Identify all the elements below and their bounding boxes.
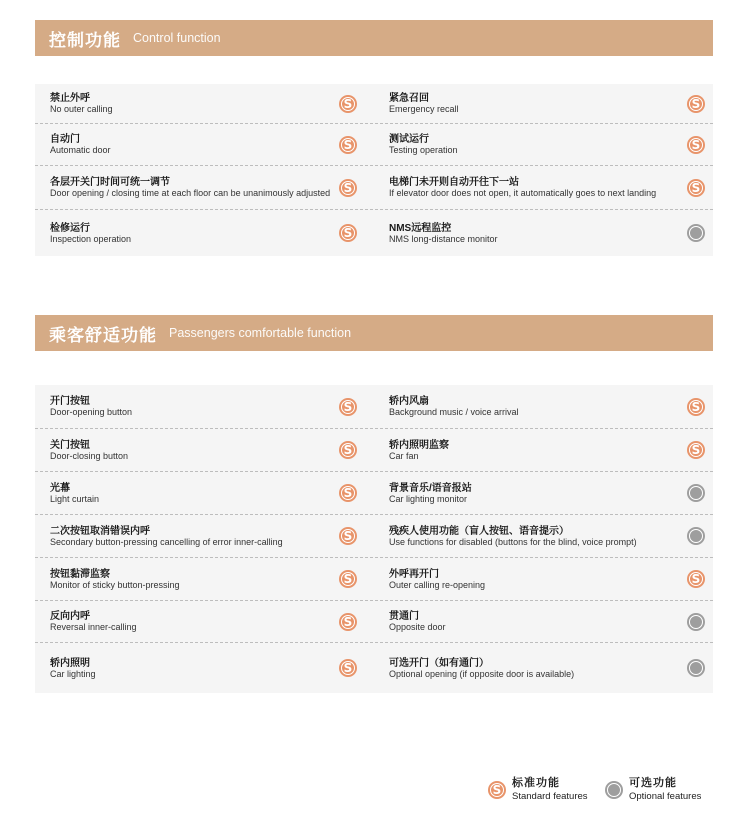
feature-item [374,124,713,165]
standard-s-icon: S [339,224,357,242]
comfort-section-header [35,315,713,351]
feature-name-zh: 光幕 [50,482,70,494]
legend-standard-zh: 标准功能 [512,777,560,789]
feature-row [35,385,713,429]
feature-name-en: Optional opening (if opposite door is available) [389,668,575,679]
optional-circle-icon [605,781,623,799]
feature-name-en: If elevator door does not open, it automatically goes to next landing [389,188,657,198]
feature-item [35,385,374,428]
feature-item [374,472,713,514]
feature-name-en: Car lighting [50,668,96,679]
control-title-zh: 控制功能 [49,30,121,50]
standard-s-icon: S [687,398,705,416]
feature-name-zh: 关门按钮 [50,439,90,451]
control-section-header [35,20,713,56]
feature-name-en: NMS long-distance monitor [389,233,498,244]
feature-item [374,515,713,557]
optional-circle-icon [687,224,705,242]
feature-item [35,643,374,693]
standard-s-icon: S [339,484,357,502]
feature-item [374,558,713,600]
feature-name-en: Monitor of sticky button-pressing [50,579,180,590]
standard-s-icon: S [687,179,705,197]
comfort-feature-table [35,385,713,693]
control-feature-table [35,84,713,256]
feature-name-en: Car fan [389,450,419,461]
legend-optional-en: Optional features [629,791,702,802]
feature-row [35,472,713,515]
standard-s-icon: S [488,781,506,799]
feature-name-zh: NMS远程监控 [389,222,452,234]
standard-s-icon: S [339,398,357,416]
feature-name-en: Light curtain [50,493,100,504]
feature-row [35,124,713,166]
feature-item [35,124,374,165]
feature-name-en: Testing operation [389,145,458,155]
feature-item [374,429,713,471]
feature-name-zh: 自动门 [50,134,80,145]
feature-name-en: Car lighting monitor [389,493,468,504]
feature-name-en: Outer calling re-opening [389,579,486,590]
feature-name-zh: 残疾人使用功能（盲人按钮、语音提示） [389,525,569,537]
standard-s-icon: S [339,441,357,459]
standard-s-icon: S [339,95,357,113]
standard-s-icon: S [339,527,357,545]
feature-item [374,84,713,123]
feature-name-zh: 轿内照明 [50,657,90,669]
standard-s-icon: S [339,136,357,154]
feature-row [35,166,713,210]
feature-row [35,558,713,601]
optional-circle-icon [687,613,705,631]
feature-name-en: Door opening / closing time at each floor can be unanimously adjusted [50,188,331,198]
feature-item [35,515,374,557]
standard-s-icon: S [687,136,705,154]
feature-name-en: Background music / voice arrival [389,407,519,417]
optional-circle-icon [687,527,705,545]
feature-row [35,643,713,693]
feature-name-zh: 紧急召回 [389,93,429,104]
feature-name-en: No outer calling [50,104,113,114]
feature-name-zh: 可选开门（如有通门） [389,657,489,669]
feature-row [35,515,713,558]
feature-item [374,601,713,642]
feature-name-en: Inspection operation [50,233,132,244]
legend [488,772,718,808]
legend-optional-zh: 可选功能 [629,777,677,789]
feature-name-en: Emergency recall [389,104,459,114]
feature-name-en: Opposite door [389,622,446,632]
feature-name-en: Automatic door [50,145,111,155]
feature-item [374,643,713,693]
standard-s-icon: S [339,179,357,197]
standard-s-icon: S [687,95,705,113]
optional-circle-icon [687,659,705,677]
feature-item [374,385,713,428]
legend-standard-en: Standard features [512,791,588,802]
feature-name-zh: 轿内风扇 [389,396,429,407]
feature-name-zh: 外呼再开门 [389,568,439,580]
feature-item [35,84,374,123]
feature-name-en: Reversal inner-calling [50,622,137,632]
feature-name-zh: 开门按钮 [50,396,90,407]
standard-s-icon: S [339,659,357,677]
standard-s-icon: S [687,441,705,459]
optional-circle-icon [687,484,705,502]
standard-s-icon: S [339,613,357,631]
feature-item [35,166,374,209]
comfort-title-zh: 乘客舒适功能 [49,325,157,345]
feature-name-en: Door-closing button [50,450,129,461]
control-title-en: Control function [133,31,221,45]
feature-item [374,210,713,256]
feature-name-zh: 测试运行 [389,134,429,145]
feature-item [35,210,374,256]
feature-row [35,601,713,643]
feature-row [35,210,713,256]
feature-name-zh: 按钮黏滞监察 [50,568,110,580]
feature-name-zh: 电梯门未开则自动开往下一站 [389,177,519,188]
feature-row [35,84,713,124]
feature-item [374,166,713,209]
feature-name-zh: 轿内照明监察 [389,439,449,451]
feature-row [35,429,713,472]
comfort-title-en: Passengers comfortable function [169,326,352,340]
feature-name-zh: 二次按钮取消错误内呼 [50,525,150,537]
feature-name-en: Use functions for disabled (buttons for the blind, voice prompt) [389,536,637,547]
feature-item [35,472,374,514]
feature-name-en: Secondary button-pressing cancelling of error inner-calling [50,536,283,547]
feature-name-zh: 背景音乐/语音报站 [389,482,472,494]
standard-s-icon: S [687,570,705,588]
feature-item [35,429,374,471]
standard-s-icon: S [339,570,357,588]
feature-item [35,601,374,642]
feature-name-zh: 贯通门 [389,611,419,622]
feature-item [35,558,374,600]
feature-name-zh: 检修运行 [50,222,90,234]
feature-name-zh: 各层开关门时间可统一调节 [50,177,170,188]
feature-name-zh: 禁止外呼 [50,93,90,104]
feature-name-zh: 反向内呼 [50,611,90,622]
feature-name-en: Door-opening button [50,407,133,417]
